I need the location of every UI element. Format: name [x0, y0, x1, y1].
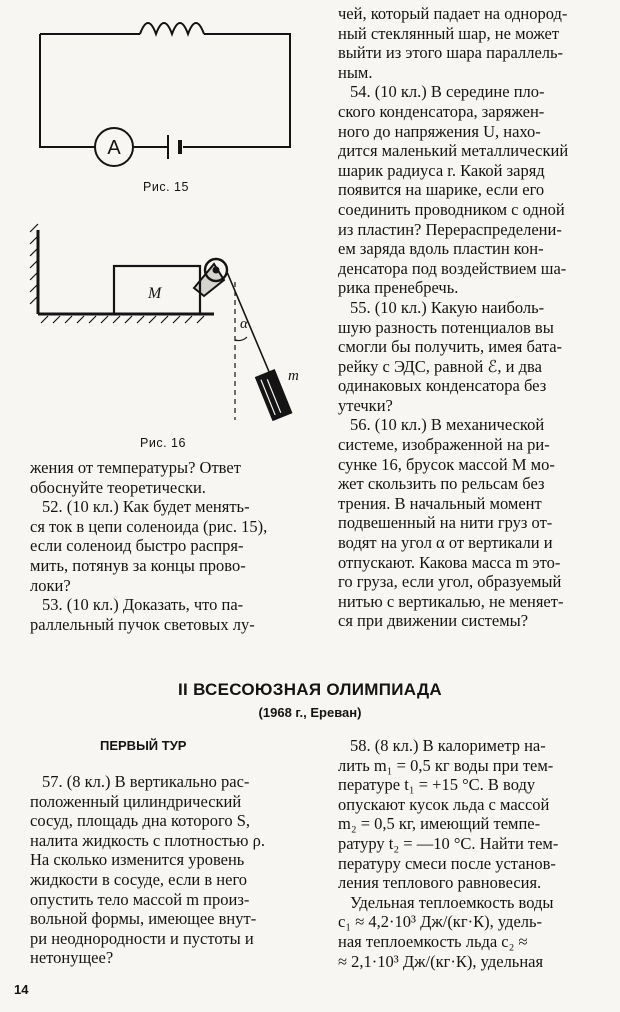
text-line: опустить тело массой m произ-	[30, 889, 250, 909]
specific-heat-data	[338, 893, 608, 971]
text-line: подвешенный на нити груз от-	[338, 513, 553, 533]
text-line: водят на угол α от вертикали и	[338, 533, 553, 553]
problem-53-ending	[338, 4, 608, 82]
text-line: соединить проводником с одной	[338, 199, 565, 219]
circuit-wire-left	[40, 34, 95, 147]
text-line: локи?	[30, 575, 71, 595]
right-column-top	[338, 4, 608, 631]
text-line: вольной формы, имеющее внут-	[30, 909, 257, 929]
text-line: ная теплоемкость льда c₂ ≈	[338, 931, 528, 951]
text-line: ратуру t₂ = —10 °C. Найти тем-	[338, 833, 559, 853]
text-line: появится на шарике, если его	[338, 180, 545, 200]
text-line: утечки?	[338, 395, 393, 415]
text-line: ным.	[338, 62, 373, 82]
ammeter-label: A	[107, 137, 121, 159]
problem-51-ending	[30, 458, 305, 497]
block-M-label: M	[148, 285, 162, 302]
pendulum-string	[227, 272, 270, 374]
text-line: нетонущее?	[30, 948, 114, 968]
text-line: опускают кусок льда с массой	[338, 794, 550, 814]
text-line: ный стеклянный шар, не может	[338, 23, 560, 43]
text-line: 52. (10 кл.) Как будет менять-	[42, 497, 250, 517]
page-number: 14	[14, 982, 29, 997]
text-line: если соленоид быстро распря-	[30, 536, 244, 556]
text-line: шую разность потенциалов вы	[338, 317, 554, 337]
text-line: лить m₁ = 0,5 кг воды при тем-	[338, 755, 554, 775]
text-line: 54. (10 кл.) В середине пло-	[350, 82, 545, 102]
figure-15-caption: Рис. 15	[143, 180, 189, 194]
text-line: ского конденсатора, заряжен-	[338, 101, 545, 121]
figure-15-circuit	[30, 12, 320, 172]
text-line: сосуд, площадь дна которого S,	[30, 811, 250, 831]
text-line: ри неоднородности и пустоты и	[30, 928, 254, 948]
text-line: 57. (8 кл.) В вертикально рас-	[42, 772, 250, 791]
figure-16-mechanical-system	[18, 222, 318, 432]
text-line: ем заряда вдоль пластин кон-	[338, 239, 544, 259]
section-title: II ВСЕСОЮЗНАЯ ОЛИМПИАДА	[178, 680, 442, 699]
right-column-bottom	[338, 736, 608, 971]
text-line: обоснуйте теоретически.	[30, 477, 206, 497]
text-line: нитью с вертикалью, не меняет-	[338, 591, 564, 611]
problem-58	[338, 736, 608, 893]
text-line: жения от температуры? Ответ	[30, 458, 241, 477]
weight-m-label: m	[288, 368, 299, 384]
text-line: ся ток в цепи соленоида (рис. 15),	[30, 516, 268, 536]
section-subtitle: (1968 г., Ереван)	[258, 705, 362, 720]
text-line: Удельная теплоемкость воды	[350, 892, 554, 912]
round-title: ПЕРВЫЙ ТУР	[100, 738, 187, 753]
problem-54	[338, 82, 608, 298]
text-line: го груза, если угол, образуемый	[338, 572, 562, 592]
text-line: одинаковых конденсатора без	[338, 376, 547, 396]
left-column-top	[30, 458, 305, 634]
text-line: трения. В начальный момент	[338, 493, 542, 513]
angle-alpha-label: α	[240, 316, 248, 332]
text-line: дится маленький металлический	[338, 141, 569, 161]
text-line: раллельный пучок световых лу-	[30, 614, 255, 634]
text-line: из пластин? Перераспределени-	[338, 219, 562, 239]
text-line: рика пренебречь.	[338, 278, 459, 298]
text-line: рейку с ЭДС, равной ℰ, и два	[338, 356, 542, 376]
text-line: ного до напряжения U, нахо-	[338, 121, 541, 141]
text-line: пературе t₁ = +15 °C. В воду	[338, 775, 536, 795]
text-line: жет скользить по рельсам без	[338, 474, 545, 494]
text-line: c₁ ≈ 4,2·10³ Дж/(кг·К), удель-	[338, 912, 543, 932]
problem-55	[338, 298, 608, 416]
left-column-bottom	[30, 772, 305, 968]
text-line: налита жидкость с плотностью ρ.	[30, 830, 265, 850]
text-line: 53. (10 кл.) Доказать, что па-	[42, 595, 244, 615]
text-line: m₂ = 0,5 кг, имеющий темпе-	[338, 814, 541, 834]
rail-hatch	[41, 316, 204, 323]
circuit-wire-top-right	[183, 34, 290, 147]
text-line: денсатора под воздействием ша-	[338, 258, 567, 278]
text-line: ≈ 2,1·10³ Дж/(кг·К), удельная	[338, 951, 544, 971]
text-line: мить, потянув за концы прово-	[30, 555, 246, 575]
figure-16-caption: Рис. 16	[140, 436, 186, 450]
text-line: 56. (10 кл.) В механической	[350, 415, 545, 435]
problem-56	[338, 415, 608, 631]
text-line: жидкости в сосуде, если в него	[30, 869, 248, 889]
text-line: выйти из этого шара параллель-	[338, 43, 564, 63]
solenoid-coil	[140, 23, 204, 34]
text-line: системе, изображенной на ри-	[338, 435, 550, 455]
text-line: ся при движении системы?	[338, 611, 529, 631]
text-line: отпускают. Какова масса m это-	[338, 552, 561, 572]
pulley-axle	[213, 267, 219, 273]
text-line: шарик радиуса r. Какой заряд	[338, 160, 545, 180]
text-line: положенный цилиндрический	[30, 791, 242, 811]
problem-53-start	[30, 595, 305, 634]
text-line: смогли бы получить, имея бата-	[338, 337, 563, 357]
text-line: сунке 16, брусок массой M мо-	[338, 454, 555, 474]
text-line: ления теплового равновесия.	[338, 873, 542, 893]
text-line: 58. (8 кл.) В калориметр на-	[350, 736, 546, 755]
angle-arc	[235, 337, 247, 341]
text-line: На сколько изменится уровень	[30, 850, 245, 870]
text-line: чей, который падает на однород-	[338, 4, 568, 23]
text-line: пературу смеси после установ-	[338, 853, 556, 873]
problem-57	[30, 772, 305, 968]
problem-52	[30, 497, 305, 595]
text-line: 55. (10 кл.) Какую наиболь-	[350, 297, 545, 317]
